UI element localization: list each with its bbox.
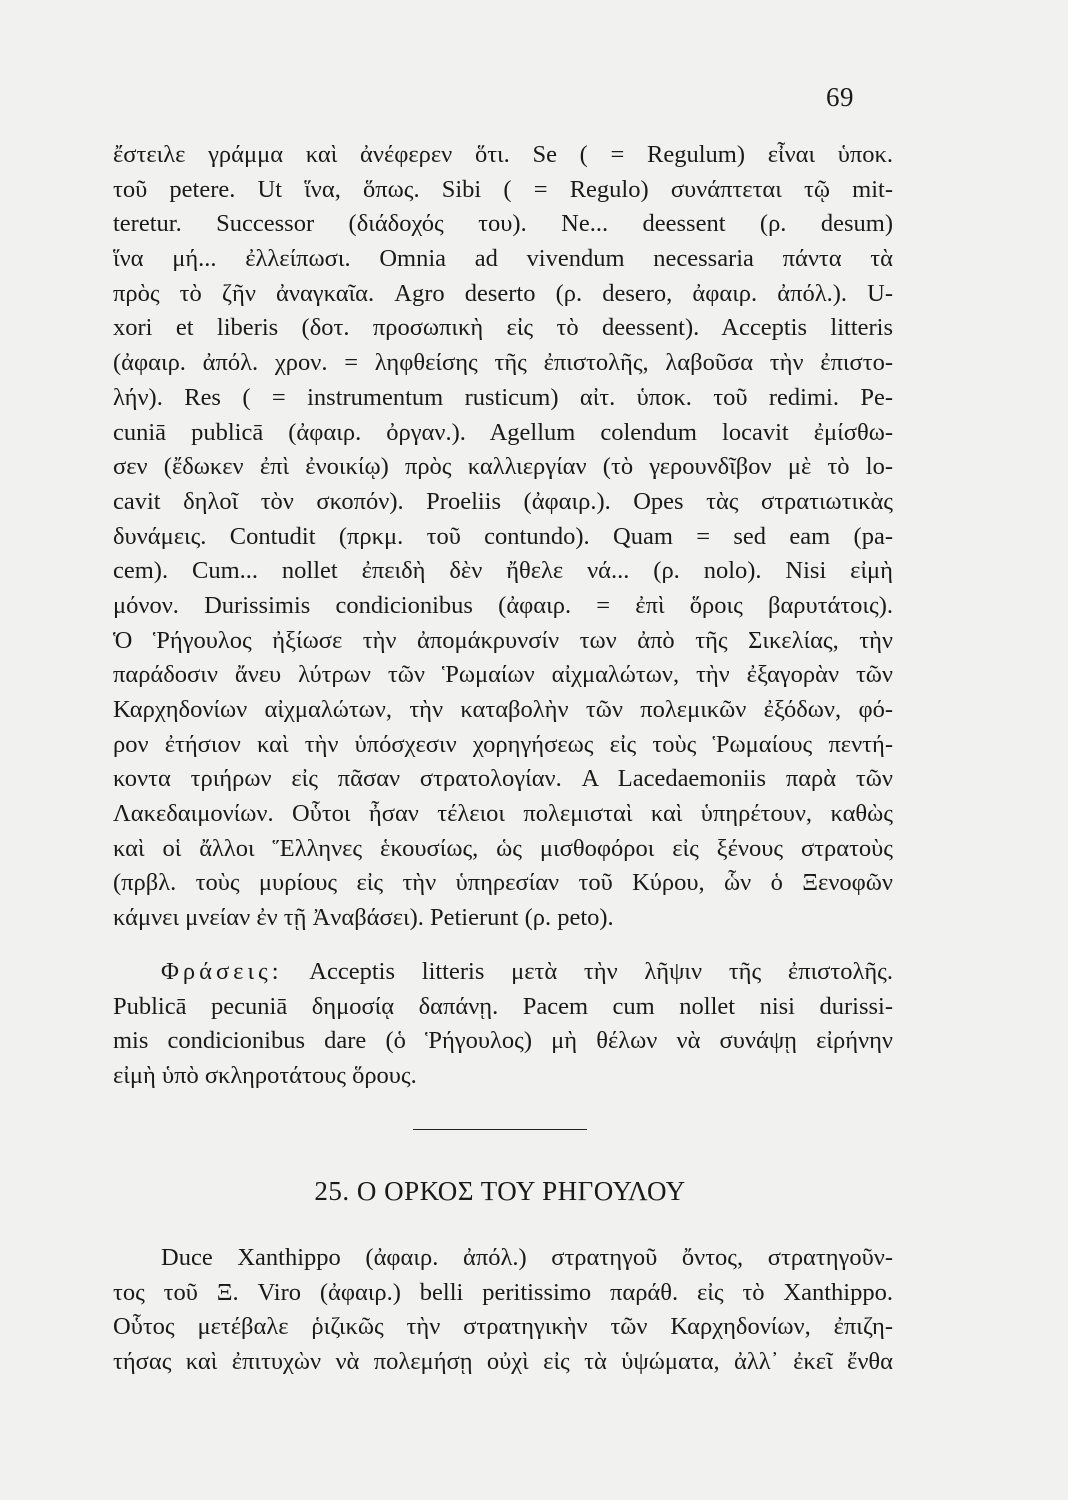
text-line: Λακεδαιμονίων. Οὗτοι ἦσαν τέλειοι πολεμισταὶ καὶ ὑπηρέτουν, καθὼς [113, 800, 893, 828]
commentary-text [113, 138, 893, 936]
text-line: τος τοῦ Ξ. Viro (ἀφαιρ.) belli peritissimo παράθ. εἰς τὸ Xanthippo. [113, 1278, 893, 1306]
text-line: κάμνει μνείαν ἐν τῇ Ἀναβάσει). Petierunt (ρ. peto). [113, 904, 614, 932]
text-line: xori et liberis (δοτ. προσωπικὴ εἰς τὸ deessent). Acceptis litteris [113, 314, 893, 342]
text-line: καὶ οἱ ἄλλοι Ἕλληνες ἑκουσίως, ὡς μισθοφόροι εἰς ξένους στρατοὺς [113, 834, 893, 862]
text-line: cuniā publicā (ἀφαιρ. ὀργαν.). Agellum colendum locavit ἐμίσθω- [113, 418, 893, 446]
phrases-first-line [113, 955, 893, 990]
text-line: Ὁ Ῥήγουλος ἠξίωσε τὴν ἀπομάκρυνσίν των ἀπὸ τῆς Σικελίας, τὴν [113, 626, 893, 654]
section-text [113, 1241, 893, 1380]
text-line: λήν). Res ( = instrumentum rusticum) αἰτ. ὑποκ. τοῦ redimi. Pe- [113, 383, 893, 411]
text-line: Οὗτος μετέβαλε ῥιζικῶς τὴν στρατηγικὴν τῶν Καρχηδονίων, ἐπιζη- [113, 1313, 893, 1341]
section-divider [413, 1129, 587, 1130]
text-line: δυνάμεις. Contudit (πρκμ. τοῦ contundo). Quam = sed eam (pa- [113, 522, 893, 550]
phrases-label: Φράσεις: [161, 958, 283, 985]
text-line: παράδοσιν ἄνευ λύτρων τῶν Ῥωμαίων αἰχμαλώτων, τὴν ἐξαγορὰν τῶν [113, 661, 893, 689]
phrases-paragraph [113, 955, 893, 1094]
text-line: εἰμὴ ὑπὸ σκληροτάτους ὅρους. [113, 1062, 417, 1090]
text-line: Publicā pecuniā δημοσίᾳ δαπάνῃ. Pacem cum nollet nisi durissi- [113, 992, 893, 1020]
text-line: cavit δηλοῖ τὸν σκοπόν). Proeliis (ἀφαιρ.). Opes τὰς στρατιωτικὰς [113, 487, 893, 515]
text-line: μόνον. Durissimis condicionibus (ἀφαιρ. = ἐπὶ ὅροις βαρυτάτοις). [113, 591, 893, 619]
text-line: κοντα τριήρων εἰς πᾶσαν στρατολογίαν. A Lacedaemoniis παρὰ τῶν [113, 765, 893, 793]
text-line: σεν (ἔδωκεν ἐπὶ ἐνοικίῳ) πρὸς καλλιεργίαν (τὸ γερουνδῖβον μὲ τὸ lo- [113, 453, 893, 481]
text-line: ρον ἐτήσιον καὶ τὴν ὑπόσχεσιν χορηγήσεως εἰς τοὺς Ῥωμαίους πεντή- [113, 730, 893, 758]
text-line: Duce Xanthippo (ἀφαιρ. ἀπόλ.) στρατηγοῦ ὄντος, στρατηγοῦν- [161, 1244, 893, 1271]
section-heading: 25. Ο ΟΡΚΟΣ ΤΟΥ ΡΗΓΟΥΛΟΥ [314, 1176, 686, 1206]
text-line: ἔστειλε γράμμα καὶ ἀνέφερεν ὅτι. Se ( = Regulum) εἶναι ὑποκ. [113, 141, 893, 168]
text-line: (πρβλ. τοὺς μυρίους εἰς τὴν ὑπηρεσίαν τοῦ Κύρου, ὧν ὁ Ξενοφῶν [113, 869, 893, 897]
text-line: mis condicionibus dare (ὁ Ῥήγουλος) μὴ θέλων νὰ συνάψῃ εἰρήνην [113, 1027, 893, 1055]
page-number: 69 [826, 82, 854, 112]
text-line: τήσας καὶ ἐπιτυχὼν νὰ πολεμήσῃ οὐχὶ εἰς τὰ ὑψώματα, ἀλλ᾽ ἐκεῖ ἔνθα [113, 1348, 893, 1376]
text-line: Καρχηδονίων αἰχμαλώτων, τὴν καταβολὴν τῶν πολεμικῶν ἐξόδων, φό- [113, 696, 893, 723]
text-line: (ἀφαιρ. ἀπόλ. χρον. = ληφθείσης τῆς ἐπιστολῆς, λαβοῦσα τὴν ἐπιστο- [113, 349, 893, 377]
text-line: cem). Cum... nollet ἐπειδὴ δὲν ἤθελε νά... (ρ. nolo). Nisi εἰμὴ [113, 557, 893, 585]
text-line: πρὸς τὸ ζῆν ἀναγκαῖα. Agro deserto (ρ. desero, ἀφαιρ. ἀπόλ.). U- [113, 279, 893, 307]
text-line: ἵνα μή... ἐλλείπωσι. Omnia ad vivendum necessaria πάντα τὰ [113, 245, 893, 273]
text-line: teretur. Successor (διάδοχός του). Ne... deessent (ρ. desum) [113, 210, 893, 238]
text-line: τοῦ petere. Ut ἵνα, ὅπως. Sibi ( = Regulo) συνάπτεται τῷ mit- [113, 175, 893, 203]
phrases-first-line-text: Acceptis litteris μετὰ τὴν λῆψιν τῆς ἐπιστολῆς. [282, 958, 893, 985]
